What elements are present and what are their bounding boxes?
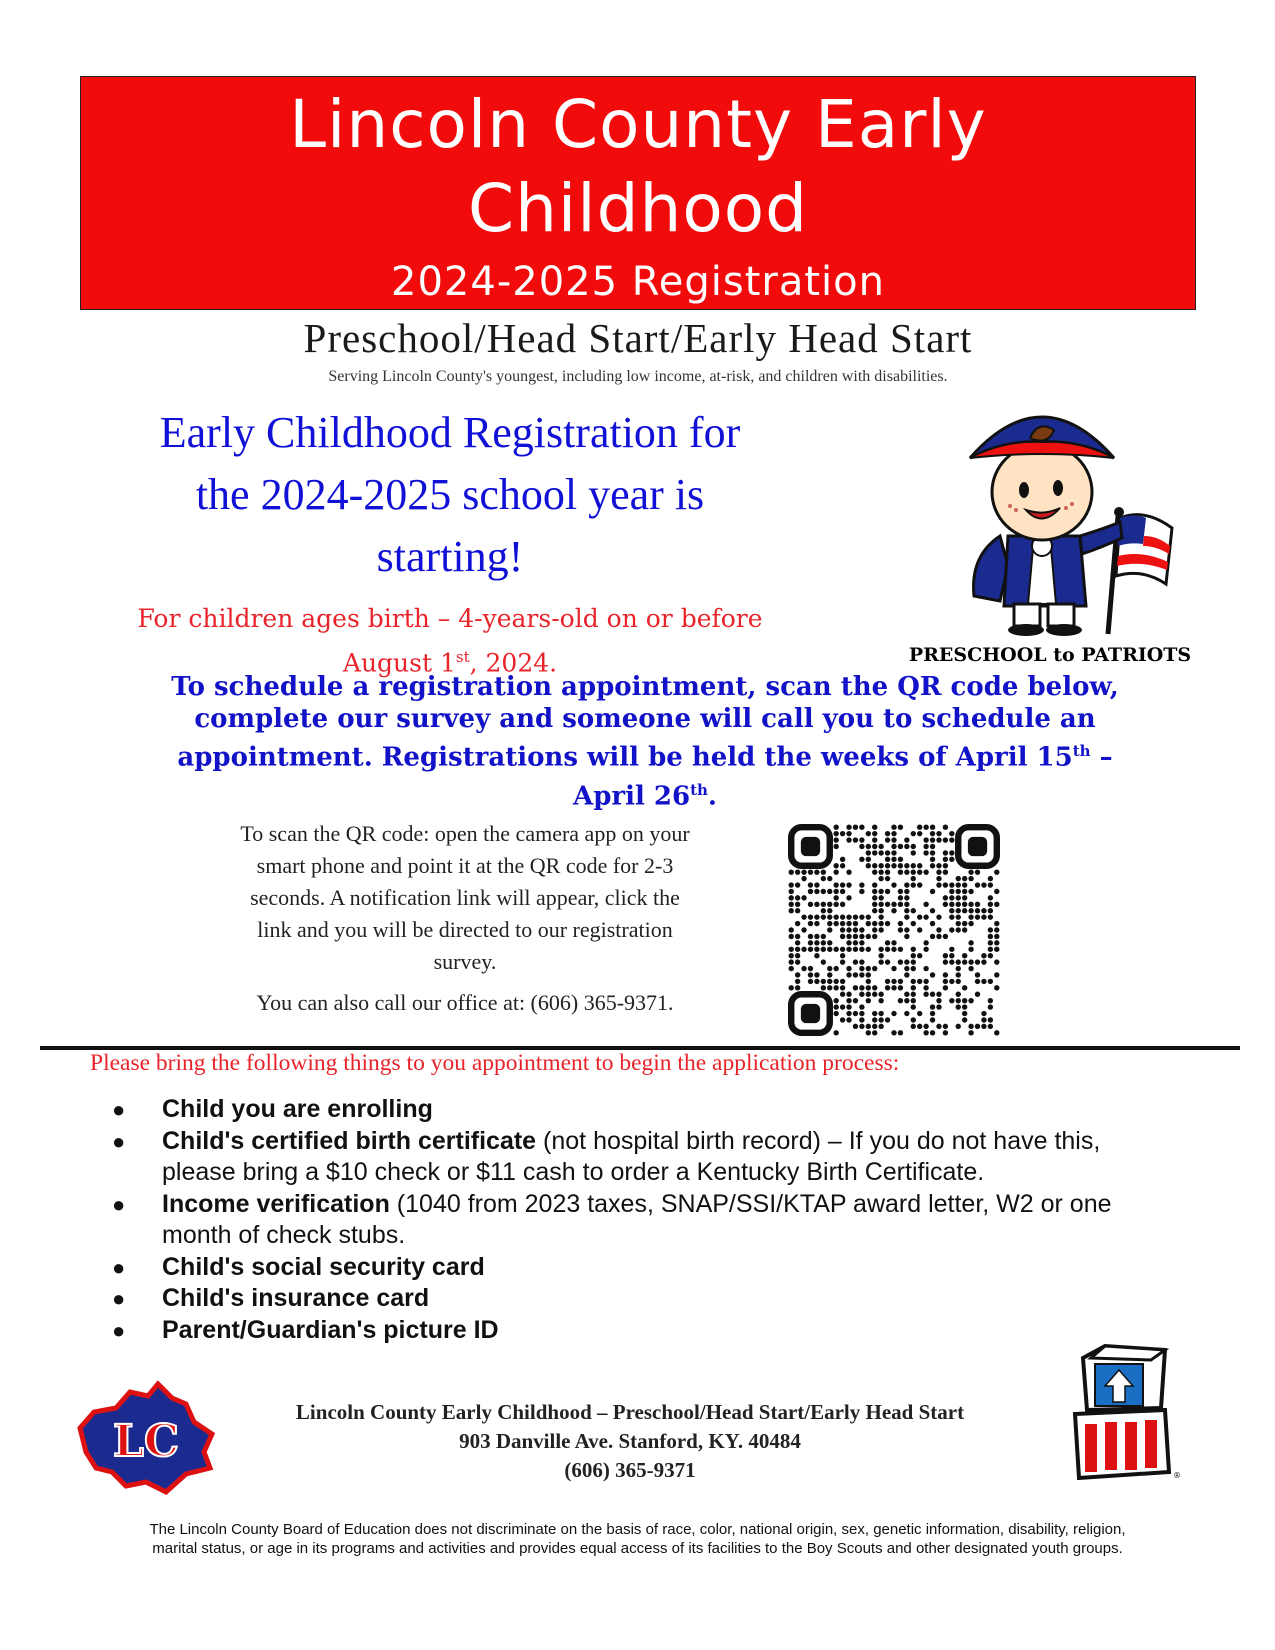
required-item-title: Parent/Guardian's picture ID: [162, 1315, 499, 1344]
bullet-icon: ●: [112, 1317, 126, 1343]
footer-phone: (606) 365-9371: [564, 1458, 696, 1482]
lc-logo-text: LC: [113, 1416, 179, 1467]
mascot-caption: PRESCHOOL to PATRIOTS: [908, 644, 1192, 666]
qr-instructions-line1: To scan the QR code: open the camera app on your: [240, 821, 690, 846]
head-start-blocks-logo-icon: [1065, 1344, 1180, 1484]
schedule-line4-suffix: th: [690, 780, 708, 799]
disclaimer-line2: marital status, or age in its programs and activities and provides equal access of its facilities to the Boy Scouts and other designated youth groups.: [152, 1540, 1123, 1557]
nondiscrimination-disclaimer: [60, 1520, 1215, 1558]
banner-title-line1: Lincoln County Early: [289, 86, 987, 163]
age-eligibility: [80, 600, 820, 682]
schedule-line2: complete our survey and someone will call you to schedule an: [194, 704, 1096, 734]
bullet-icon: ●: [112, 1254, 126, 1280]
banner-subtitle: 2024-2025 Registration: [391, 259, 885, 305]
registered-mark: ®: [1173, 1471, 1181, 1480]
lincoln-county-lc-logo-icon: [76, 1382, 216, 1494]
schedule-line3: [90, 735, 1200, 774]
footer-org: Lincoln County Early Childhood – Preschool/Head Start/Early Head Start: [295, 1400, 965, 1424]
office-phone-line: You can also call our office at: (606) 365-9371.: [256, 990, 674, 1015]
required-item: [110, 1283, 1170, 1315]
schedule-line1: To schedule a registration appointment, scan the QR code below,: [171, 672, 1119, 702]
required-item-title: Child's insurance card: [162, 1284, 430, 1312]
required-item: [110, 1126, 1170, 1189]
required-item-detail: (1040 from 2023 taxes, SNAP/SSI/KTAP award letter, W2 or one month of check stubs.: [162, 1189, 1112, 1249]
required-item-title: Child you are enrolling: [162, 1095, 433, 1123]
qr-instructions-line4: link and you will be directed to our registration: [257, 917, 673, 942]
required-item: [110, 1094, 1170, 1126]
programs-title: Preschool/Head Start/Early Head Start: [303, 315, 973, 361]
footer-street: 903 Danville Ave. Stanford, KY. 40484: [459, 1429, 801, 1453]
banner-title-line2: Childhood: [468, 170, 808, 247]
schedule-instructions: [90, 671, 1200, 812]
required-item-title: Income verification: [162, 1189, 390, 1218]
schedule-line4-text: April 26: [573, 781, 691, 812]
headline-line1: Early Childhood Registration for: [159, 408, 741, 457]
required-item-title: Child's certified birth certificate: [162, 1126, 537, 1155]
disclaimer-line1: The Lincoln County Board of Education does not discriminate on the basis of race, color, national origin, sex, genetic information, disability, religion,: [149, 1521, 1126, 1538]
ages-date-month: August 1: [342, 648, 456, 678]
schedule-line4-period: .: [707, 781, 717, 812]
qr-instructions-line3: seconds. A notification link will appear, click the: [250, 885, 680, 910]
registration-headline: [80, 402, 820, 588]
ages-line1: For children ages birth – 4-years-old on or before: [137, 604, 763, 633]
patriot-mascot-icon: [930, 396, 1180, 636]
qr-code-icon[interactable]: [788, 824, 1000, 1036]
bullet-icon: ●: [112, 1128, 126, 1154]
schedule-line4: [90, 774, 1200, 813]
required-item-title: Child's social security card: [162, 1252, 485, 1281]
required-item: [110, 1315, 1170, 1347]
qr-instructions: [215, 818, 715, 978]
bullet-icon: ●: [112, 1191, 126, 1217]
required-item: [110, 1252, 1170, 1284]
schedule-line3-text: appointment. Registrations will be held the weeks of April 15: [177, 742, 1073, 773]
schedule-line3-suffix: th: [1072, 742, 1091, 760]
required-items-list: [110, 1094, 1170, 1346]
required-item-detail: (not hospital birth record) – If you do not have this, please bring a $10 check or $11 cash to order a Kentucky Birth Certificate.: [162, 1126, 1101, 1186]
ages-date-year: , 2024.: [469, 648, 558, 678]
bring-items-intro: Please bring the following things to you appointment to begin the application process:: [90, 1050, 900, 1076]
headline-line2: the 2024-2025 school year is: [195, 470, 705, 519]
header-banner: [80, 76, 1196, 310]
qr-instructions-line5: survey.: [433, 949, 497, 974]
headline-line3: starting!: [376, 532, 524, 581]
schedule-line3-dash: –: [1090, 742, 1113, 773]
footer-address: [240, 1398, 1020, 1485]
serving-tagline: Serving Lincoln County's youngest, including low income, at-risk, and children with disabilities.: [328, 368, 948, 385]
bullet-icon: ●: [112, 1286, 126, 1311]
required-item: [110, 1189, 1170, 1252]
ages-date-suffix: st: [455, 648, 470, 666]
qr-instructions-line2: smart phone and point it at the QR code for 2-3: [256, 853, 674, 878]
bullet-icon: ●: [112, 1097, 126, 1122]
